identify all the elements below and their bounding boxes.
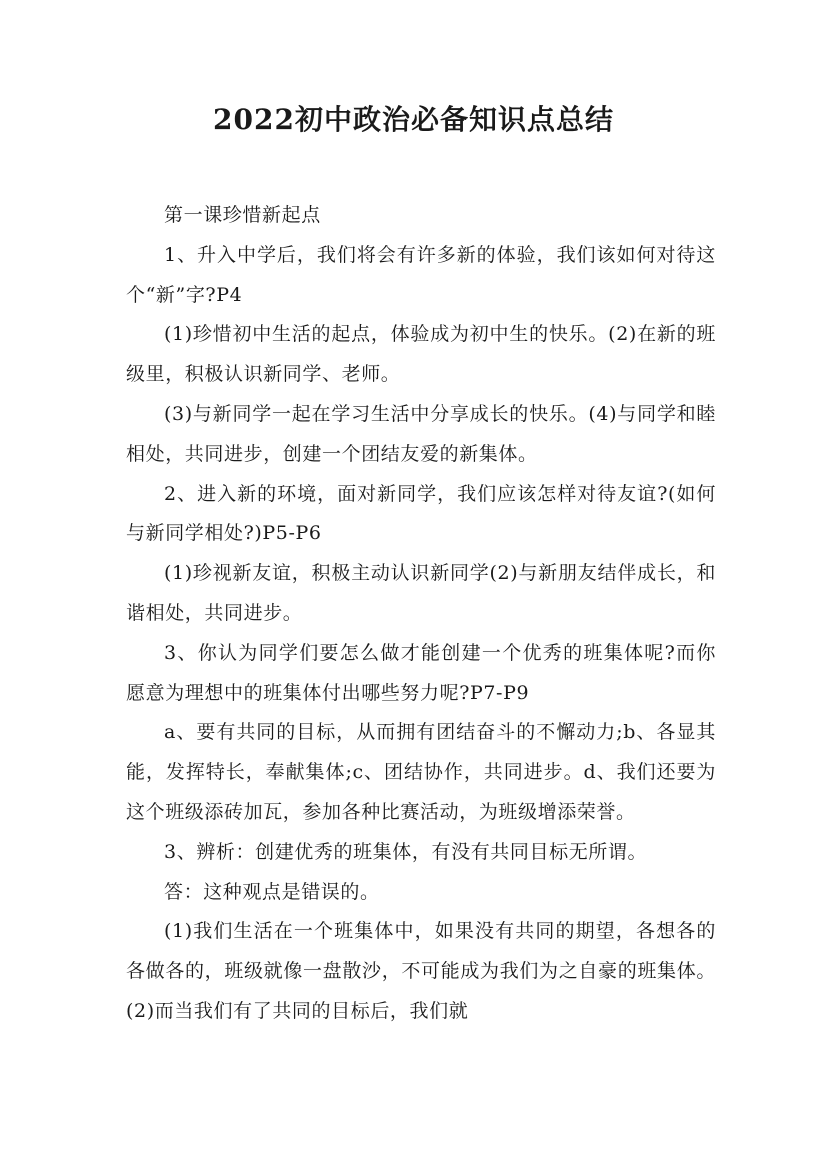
section-heading: 第一课珍惜新起点 <box>164 204 321 226</box>
paragraph: a、要有共同的目标，从而拥有团结奋斗的不懈动力;b、各显其能，发挥特长，奉献集体;c、团结协作，共同进步。d、我们还要为这个班级添砖加瓦，参加各种比赛活动，为班级增添荣誉。 <box>126 721 716 823</box>
paragraph: 3、辨析：创建优秀的班集体，有没有共同目标无所谓。 <box>164 840 648 863</box>
paragraph: 3、你认为同学们要怎么做才能创建一个优秀的班集体呢?而你愿意为理想中的班集体付出哪些努力呢?P7-P9 <box>126 641 716 704</box>
paragraph: (3)与新同学一起在学习生活中分享成长的快乐。(4)与同学和睦相处，共同进步，创建一个团结友爱的新集体。 <box>126 402 716 465</box>
paragraph: (1)珍视新友谊，积极主动认识新同学(2)与新朋友结伴成长，和谐相处，共同进步。 <box>126 562 716 624</box>
paragraph: (1)我们生活在一个班集体中，如果没有共同的期望，各想各的各做各的，班级就像一盘散沙，不可能成为我们为之自豪的班集体。(2)而当我们有了共同的目标后，我们就 <box>126 920 716 1022</box>
paragraph: 2、进入新的环境，面对新同学，我们应该怎样对待友谊?(如何与新同学相处?)P5-P6 <box>126 482 716 545</box>
document-body <box>126 196 716 1032</box>
document-title: 2022初中政治必备知识点总结 <box>213 103 614 136</box>
paragraph: 1、升入中学后，我们将会有许多新的体验，我们该如何对待这个“新”字?P4 <box>126 243 716 306</box>
paragraph: 答：这种观点是错误的。 <box>164 880 380 903</box>
paragraph: (1)珍惜初中生活的起点，体验成为初中生的快乐。(2)在新的班级里，积极认识新同学、老师。 <box>126 323 716 386</box>
